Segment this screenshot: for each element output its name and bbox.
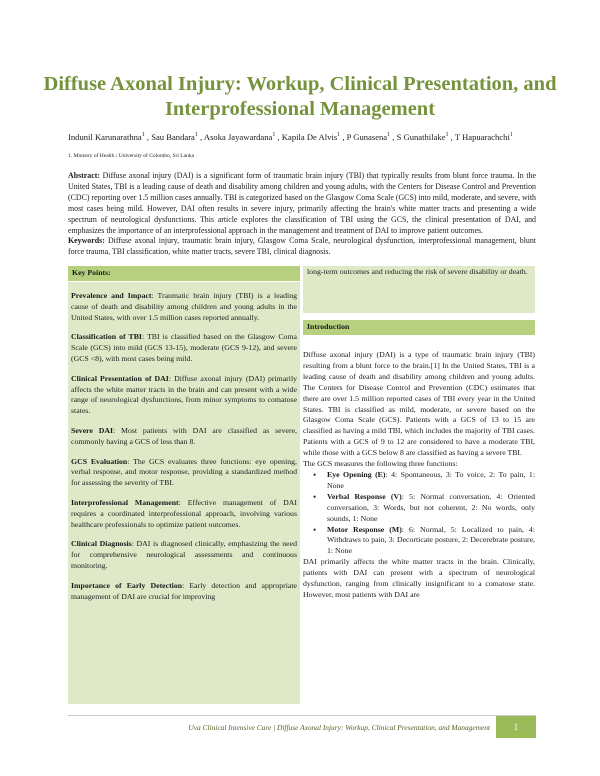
right-column [303, 266, 535, 704]
keywords-text: Diffuse axonal injury, traumatic brain injury, Glasgow Coma Scale, neurological dysfunction, interprofessional management, blunt force trauma, TBI classification, white matter tracts, severe TBI, clinical diagnosis. [68, 236, 536, 256]
gcs-item: • Verbal Response (V): 5: Normal conversation, 4: Oriented conversation, 3: Words, but not coherent, 2: No words, only sounds, 1: None [315, 492, 535, 525]
abstract-label: Abstract: [68, 171, 100, 180]
keywords-label: Keywords: [68, 236, 105, 245]
gcs-list [303, 470, 535, 557]
key-point: Interprofessional Management: Effective management of DAI requires a coordinated interprofessional approach, involving various healthcare professionals to optimize patient outcomes. [71, 497, 297, 529]
author: S Gunathilake$^1$ [396, 131, 449, 142]
key-point: Classification of TBI: TBI is classified based on the Glasgow Coma Scale (GCS) into mild (GCS 13-15), moderate (GCS 9-12), and severe (GCS <8), with most cases being mild. [71, 332, 297, 363]
author: Sau Bandara$^1$ [151, 131, 198, 142]
key-points-header: Key Points: [68, 266, 300, 282]
key-point: Clinical Presentation of DAI: Diffuse axonal injury (DAI) primarily affects the white matter tracts in the brain and can present with a wide range of neurological dysfunctions, from minor symptoms to comatose states. [71, 373, 298, 416]
keywords [68, 235, 536, 257]
author: T Hapuarachchi$^1$ [454, 131, 513, 142]
gcs-item: • Motor Response (M): 6: Normal, 5: Localized to pain, 4: Withdraws to pain, 3: Decorticate posture, 2: Decerebrate posture, 1: None [315, 525, 535, 558]
abstract-text: Diffuse axonal injury (DAI) is a significant form of traumatic brain injury (TBI) that typically results from blunt force trauma. In the United States, TBI is a leading cause of death and disability among children and young adults, with the Centers for Disease Control and Prevention (CDC) reporting over 1.5 million cases annually. TBI is categorized based on the Glasgow Coma Scale (GCS) into mild, moderate, and severe, with most cases being mild. However, DAI often results in severe injury, primarily affecting the brain's white matter tracts and presenting a wide spectrum of neurological dysfunctions. This article explores the classification of TBI using the GCS, the clinical presentation of DAI, and emphasizes the importance of an interprofessional approach in the management and treatment of DAI to improve patient outcomes. [68, 171, 536, 235]
intro-paragraph: The GCS measures the following three functions: [303, 459, 458, 469]
page-number: 1 [496, 716, 536, 738]
key-point: GCS Evaluation: The GCS evaluates three functions: eye opening, verbal response, and motor response, providing a standardized method for assessing the severity of TBI. [71, 456, 297, 488]
abstract [68, 170, 536, 236]
key-point: Severe DAI: Most patients with DAI are classified as severe, commonly having a GCS of less than 8. [71, 425, 297, 446]
affiliation: 1. Ministry of Health / University of Colombo, Sri Lanka [68, 153, 195, 159]
introduction-header: Introduction [303, 320, 535, 335]
key-point: Clinical Diagnosis: DAI is diagnosed clinically, emphasizing the need for comprehensive neurological assessments and continuous monitoring. [71, 539, 297, 570]
paper-title: Diffuse Axonal Injury: Workup, Clinical Presentation, and Interprofessional Management [43, 73, 557, 120]
author: Indunil Karunarathna$^1$ [68, 131, 145, 142]
key-point: Importance of Early Detection: Early detection and appropriate management of DAI are crucial for improving [71, 580, 297, 601]
author-list: Indunil Karunarathna$^1$ , Sau Bandara$^1$ , Asoka Jayawardana$^1$ , Kapila De Alvis$^1$ , P Gunasena$^1$ , S Gunathilake$^1$ , T Hapuarachchi$^1$ [68, 131, 513, 142]
author: Asoka Jayawardana$^1$ [203, 131, 276, 142]
author: P Gunasena$^1$ [346, 131, 391, 142]
running-footer: Uva Clinical Intensive Care | Diffuse Axonal Injury: Workup, Clinical Presentation, and Management [188, 722, 490, 732]
intro-paragraph: Diffuse axonal injury (DAI) is a type of traumatic brain injury (TBI) resulting from a blunt force to the brain.[1] In the United States, TBI is a leading cause of death and disability among children and young adults. The Centers for Disease Control and Prevention (CDC) estimates that there are over 1.5 million reported cases of TBI every year in the United States. TBI is classified as mild, moderate, or severe based on the Glasgow Coma Scale (GCS). Patients with a GCS of 13 to 15 are classified as having a mild TBI, which includes the majority of TBI cases. Patients with a GCS of 9 to 12 are considered to have a moderate TBI, while those with a GCS below 8 are classified as having a severe TBI. [303, 350, 535, 458]
page-footer [68, 715, 536, 738]
key-points-box [68, 266, 300, 704]
intro-paragraph: DAI primarily affects the white matter tracts in the brain. Clinically, patients with DAI can present with a spectrum of neurological dysfunction, ranging from clinically insignificant to a comatose state. However, most patients with DAI are [303, 557, 535, 599]
introduction-body [303, 350, 535, 601]
author: Kapila De Alvis$^1$ [281, 131, 341, 142]
gcs-item: • Eye Opening (E): 4: Spontaneous, 3: To voice, 2: To pain, 1: None [315, 470, 535, 492]
key-point: Prevalence and Impact: Traumatic brain injury (TBI) is a leading cause of death and disability among children and young adults in the United States, with over 1.5 million cases reported annually. [71, 291, 298, 322]
key-points-continued: long-term outcomes and reducing the risk of severe disability or death. [303, 266, 535, 313]
